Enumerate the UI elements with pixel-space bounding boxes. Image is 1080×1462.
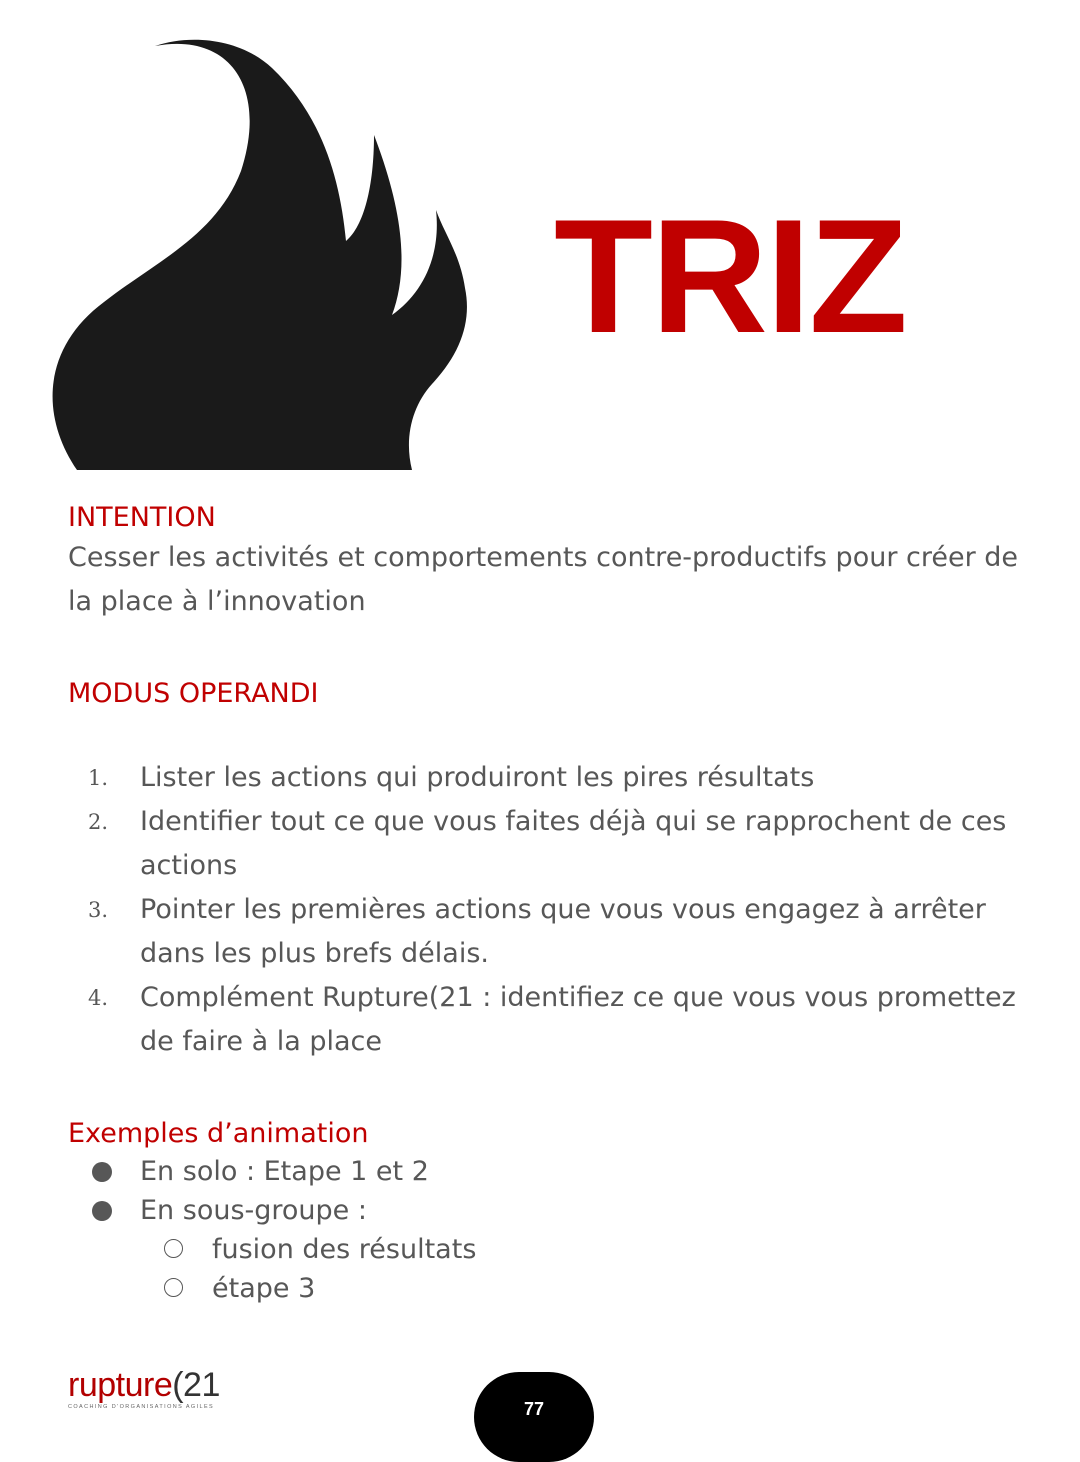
example-subitem <box>140 1230 1028 1269</box>
step-item <box>68 976 1028 1064</box>
steps-list <box>68 756 1028 1064</box>
bullet-disc-icon <box>92 1162 112 1182</box>
intention-text: Cesser les activités et comportements contre-productifs pour créer de la place à l’innovation <box>68 542 1019 617</box>
rupture21-logo <box>68 1368 220 1410</box>
flame-icon <box>40 38 480 478</box>
bullet-disc-icon <box>92 1201 112 1221</box>
step-text: Lister les actions qui produiront les pires résultats <box>140 762 815 793</box>
logo-word: rupture <box>68 1366 173 1404</box>
content <box>68 500 1028 1308</box>
step-item <box>68 800 1028 888</box>
example-text: En sous-groupe : <box>140 1195 367 1226</box>
example-sublist <box>140 1230 1028 1308</box>
step-number: 4. <box>88 986 109 1010</box>
step-text: Identifier tout ce que vous faites déjà qui se rapprochent de ces actions <box>140 806 1007 881</box>
step-number: 2. <box>88 810 109 834</box>
intention-heading: INTENTION <box>68 502 216 533</box>
logo-suffix: (21 <box>172 1366 220 1404</box>
example-subitem-text: étape 3 <box>212 1273 316 1304</box>
page-title: TRIZ <box>554 186 906 367</box>
example-subitem <box>140 1269 1028 1308</box>
bullet-circle-icon <box>164 1278 183 1297</box>
logo-wordmark <box>68 1368 220 1402</box>
examples-heading: Exemples d’animation <box>68 1118 369 1149</box>
step-number: 3. <box>88 898 109 922</box>
step-item <box>68 888 1028 976</box>
bullet-circle-icon <box>164 1239 183 1258</box>
modus-heading: MODUS OPERANDI <box>68 678 319 709</box>
example-subitem-text: fusion des résultats <box>212 1234 477 1265</box>
step-text: Pointer les premières actions que vous vous engagez à arrêter dans les plus brefs délais. <box>140 894 986 969</box>
step-number: 1. <box>88 766 109 790</box>
page-number-tab <box>474 1372 594 1462</box>
example-text: En solo : Etape 1 et 2 <box>140 1156 429 1187</box>
example-item <box>68 1191 1028 1308</box>
step-item <box>68 756 1028 800</box>
examples-list <box>68 1152 1028 1308</box>
logo-tagline: COACHING D'ORGANISATIONS AGILES <box>68 1404 215 1410</box>
page-number: 77 <box>523 1399 545 1419</box>
example-item <box>68 1152 1028 1191</box>
step-text: Complément Rupture(21 : identifiez ce que vous vous promettez de faire à la place <box>140 982 1016 1057</box>
